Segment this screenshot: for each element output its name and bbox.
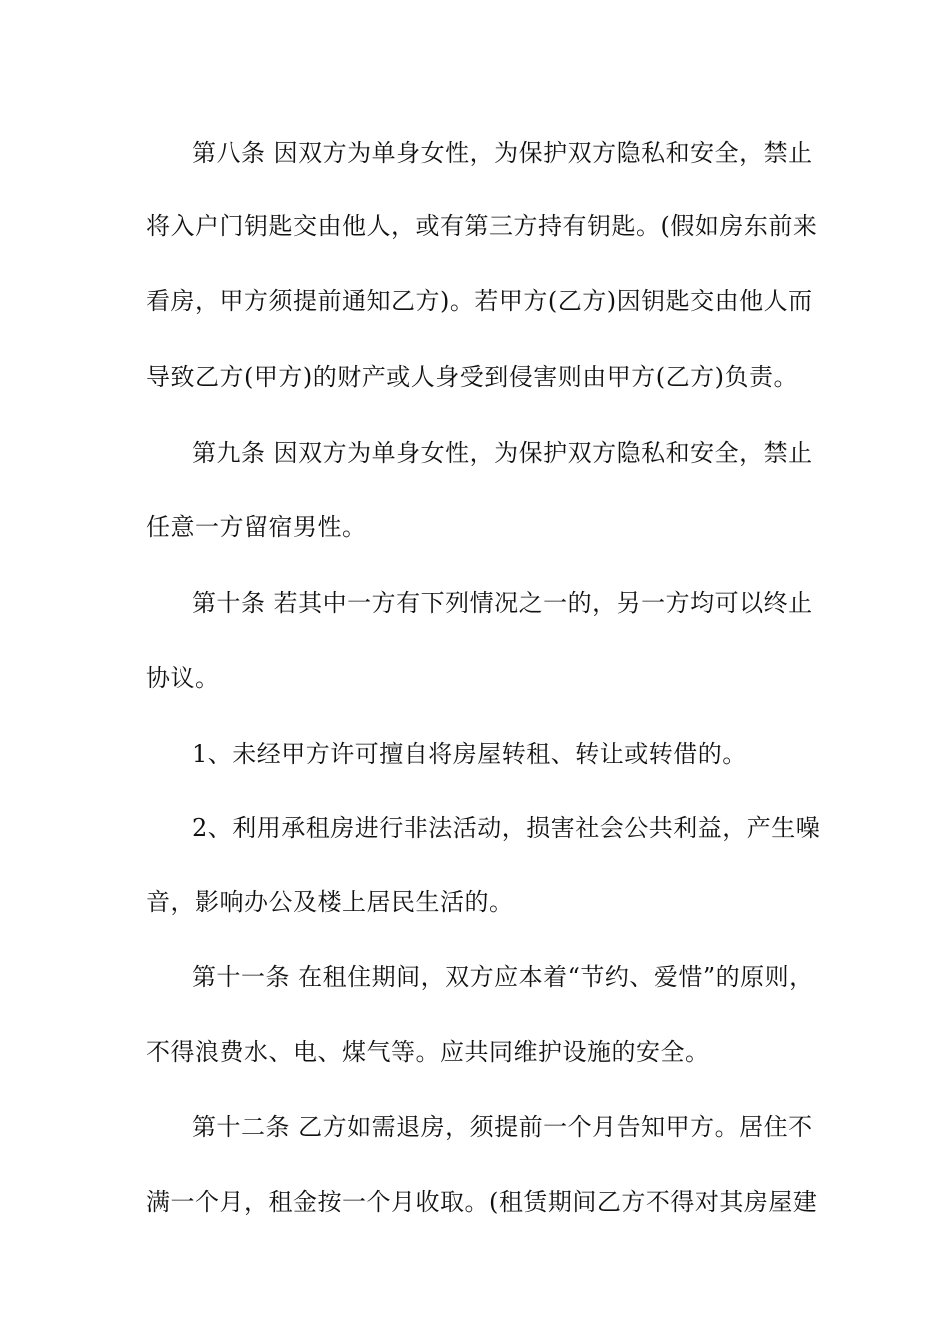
text-line: 看房，甲方须提前通知乙方)。若甲方(乙方)因钥匙交由他人而	[146, 287, 813, 315]
text-line: 1、未经甲方许可擅自将房屋转租、转让或转借的。	[192, 740, 747, 768]
text-line: 第十一条 在租住期间，双方应本着“节约、爱惜”的原则，	[192, 963, 814, 991]
text-line: 不得浪费水、电、煤气等。应共同维护设施的安全。	[146, 1038, 710, 1066]
text-line: 第九条 因双方为单身女性，为保护双方隐私和安全，禁止	[192, 439, 813, 467]
text-line: 第八条 因双方为单身女性，为保护双方隐私和安全，禁止	[192, 139, 813, 167]
text-line: 将入户门钥匙交由他人，或有第三方持有钥匙。(假如房东前来	[146, 212, 818, 240]
text-line: 音，影响办公及楼上居民生活的。	[146, 888, 514, 916]
text-line: 2、利用承租房进行非法活动，损害社会公共利益，产生噪	[192, 814, 821, 842]
text-line: 任意一方留宿男性。	[146, 513, 367, 541]
text-line: 第十二条 乙方如需退房，须提前一个月告知甲方。居住不	[192, 1113, 813, 1141]
text-line: 满一个月，租金按一个月收取。(租赁期间乙方不得对其房屋建	[146, 1188, 818, 1216]
text-line: 第十条 若其中一方有下列情况之一的，另一方均可以终止	[192, 589, 813, 617]
text-line: 导致乙方(甲方)的财产或人身受到侵害则由甲方(乙方)负责。	[146, 363, 798, 391]
text-line: 协议。	[146, 664, 220, 692]
